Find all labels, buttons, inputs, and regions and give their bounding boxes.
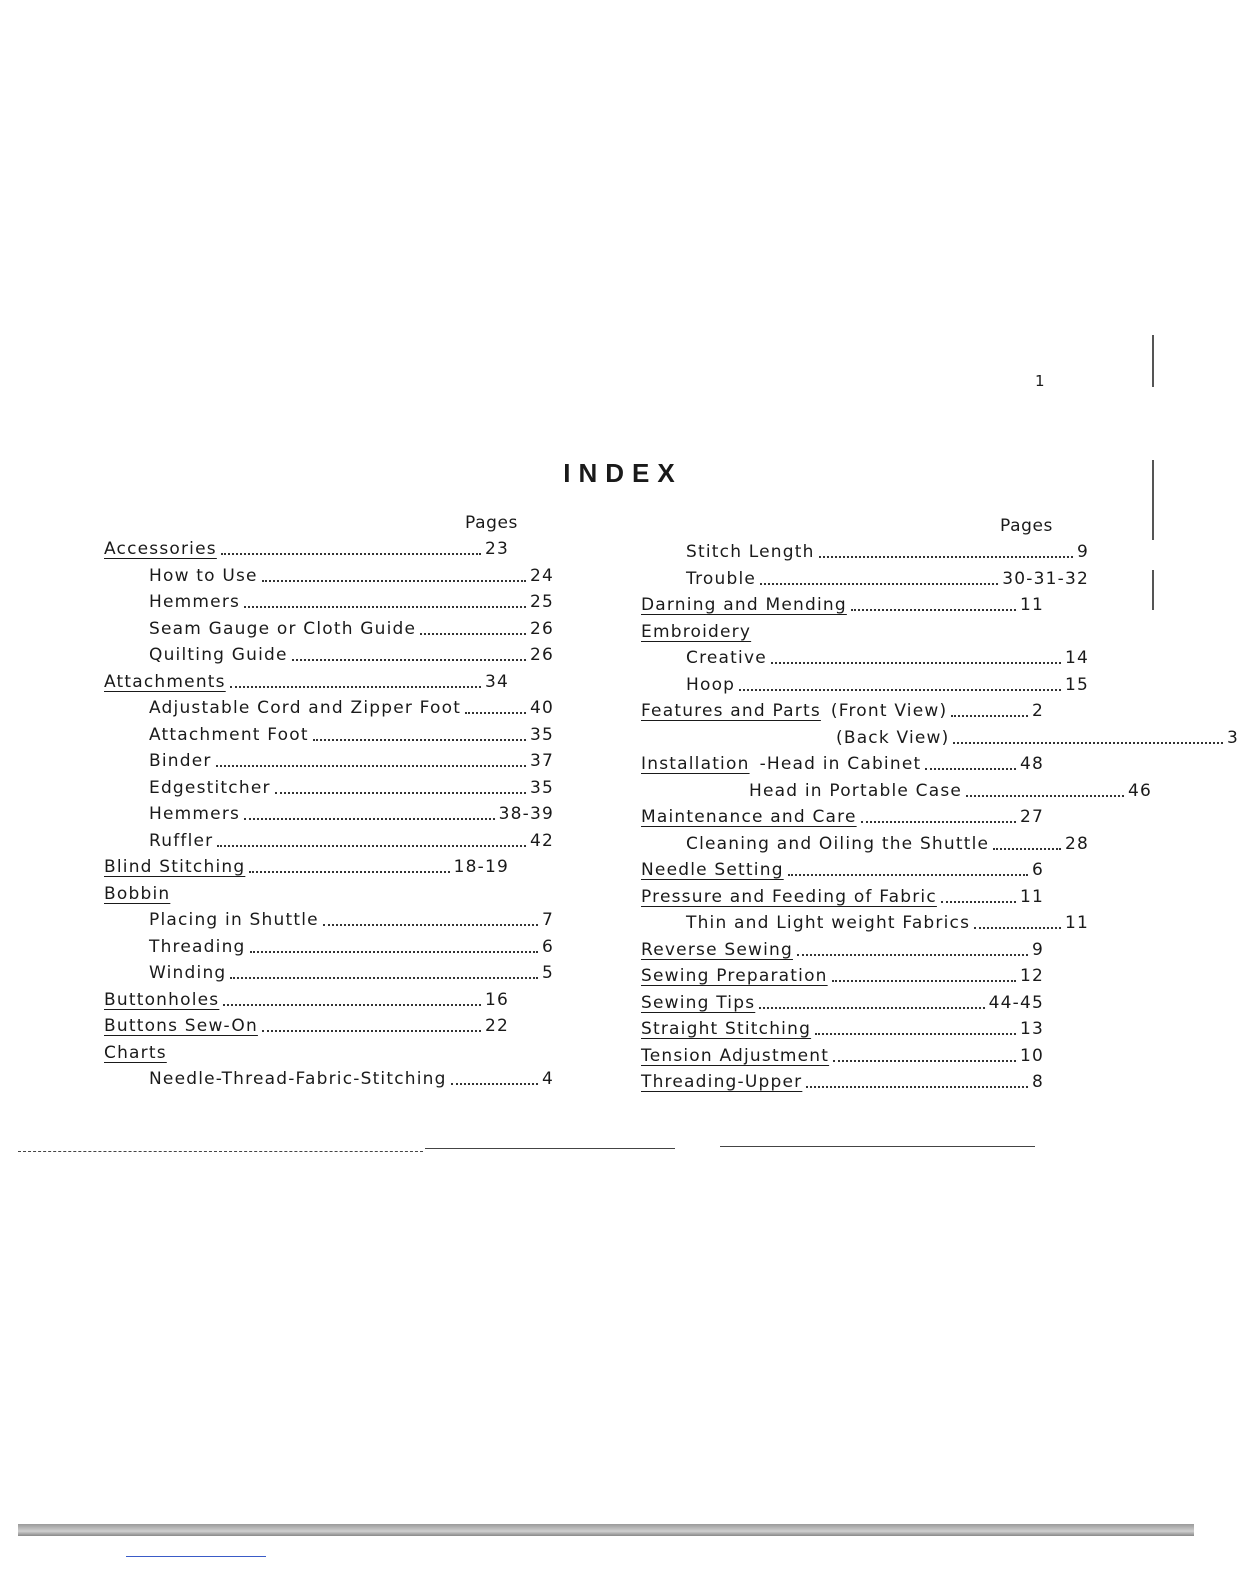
index-entry (641, 619, 1044, 646)
entry-label: Edgestitcher (149, 777, 271, 798)
entry-page-number: 48 (1019, 754, 1044, 774)
entry-page-number: 28 (1064, 833, 1089, 854)
entry-label: Needle-Thread-Fabric-Stitching (149, 1069, 447, 1089)
index-entry (641, 910, 1089, 937)
index-entry (104, 934, 554, 961)
index-entry (104, 695, 554, 722)
dot-leader (739, 685, 1061, 691)
index-entry (641, 751, 1044, 778)
entry-page-number: 14 (1064, 648, 1089, 668)
dot-leader (832, 976, 1016, 982)
entry-label: Accessories (104, 539, 217, 559)
dot-leader (221, 549, 481, 555)
entry-page-number: 8 (1031, 1072, 1044, 1092)
dot-leader (925, 764, 1016, 770)
entry-label: Bobbin (104, 883, 171, 904)
index-entry (641, 804, 1044, 831)
entry-page-number: 2 (1031, 701, 1044, 721)
dot-leader (771, 658, 1061, 664)
index-entry (641, 592, 1044, 619)
entry-page-number: 27 (1019, 807, 1044, 827)
index-entry (641, 831, 1089, 858)
entry-label: (Back View) (836, 727, 950, 748)
dot-leader (249, 867, 449, 873)
index-entry (104, 801, 554, 828)
entry-label: Embroidery (641, 621, 752, 642)
pages-header: Pages (999, 516, 1053, 536)
entry-label: Winding (149, 963, 227, 983)
index-entry (104, 854, 509, 881)
dot-leader (465, 708, 526, 714)
index-entry (641, 566, 1089, 593)
entry-label: Reverse Sewing (641, 939, 793, 960)
scan-bottom-bar (18, 1524, 1194, 1536)
entry-label: How to Use (149, 565, 258, 586)
entry-label: Installation (641, 754, 750, 774)
entry-page-number: 9 (1031, 939, 1044, 960)
dot-leader (966, 791, 1124, 797)
index-entry (641, 778, 1152, 805)
entry-page-number: 15 (1064, 674, 1089, 695)
entry-page-number: 23 (484, 539, 509, 559)
index-entries (641, 539, 1239, 1096)
index-entry (641, 857, 1044, 884)
dot-leader (806, 1082, 1028, 1088)
index-entry (641, 1069, 1044, 1096)
index-entry (641, 963, 1044, 990)
entry-label: Hemmers (149, 804, 241, 824)
scan-divider-line (425, 1148, 675, 1149)
index-entry (641, 672, 1089, 699)
dot-leader (230, 973, 538, 979)
index-entry (104, 775, 554, 802)
dot-leader (250, 947, 538, 953)
dot-leader (951, 711, 1028, 717)
index-entry (641, 1016, 1044, 1043)
dot-leader (833, 1056, 1016, 1062)
index-entry (104, 828, 554, 855)
dot-leader (788, 870, 1028, 876)
entry-label: Maintenance and Care (641, 807, 857, 827)
entry-page-number: 13 (1019, 1019, 1044, 1039)
entry-page-number: 12 (1019, 966, 1044, 986)
entry-page-number: 5 (541, 963, 554, 983)
entry-label: Features and Parts (641, 701, 821, 721)
index-right-column (641, 513, 1239, 1096)
entry-label: Seam Gauge or Cloth Guide (149, 618, 417, 639)
page-title: INDEX (563, 458, 683, 488)
entry-page-number: 35 (529, 724, 554, 745)
entry-label: Straight Stitching (641, 1019, 812, 1039)
index-entry (104, 616, 554, 643)
dot-leader (851, 605, 1016, 611)
index-entry (104, 987, 509, 1014)
entry-label: Cleaning and Oiling the Shuttle (686, 833, 990, 854)
entry-page-number: 40 (529, 698, 554, 718)
entry-page-number: 46 (1127, 780, 1152, 801)
entry-label-extra: -Head in Cabinet (759, 754, 922, 774)
dot-leader (861, 817, 1016, 823)
dot-leader (216, 761, 526, 767)
index-entry (641, 884, 1044, 911)
entry-label: Darning and Mending (641, 595, 847, 615)
dot-leader (230, 682, 481, 688)
dot-leader (993, 844, 1061, 850)
index-entry (104, 1013, 509, 1040)
entry-label: Threading (149, 936, 246, 957)
entry-label: Quilting Guide (149, 645, 288, 665)
entry-label: Hoop (686, 674, 736, 695)
dot-leader (223, 1000, 481, 1006)
entry-label: Sewing Preparation (641, 966, 828, 986)
index-entry (104, 669, 509, 696)
entry-label: Buttons Sew-On (104, 1016, 258, 1036)
index-entry (104, 642, 554, 669)
index-entries (104, 536, 554, 1093)
entry-label: Adjustable Cord and Zipper Foot (149, 698, 462, 718)
entry-page-number: 26 (529, 618, 554, 639)
entry-page-number: 18-19 (453, 857, 509, 877)
scan-edge-mark (1152, 460, 1154, 540)
entry-label: Blind Stitching (104, 857, 246, 877)
entry-page-number: 6 (541, 936, 554, 957)
entry-page-number: 25 (529, 592, 554, 612)
entry-page-number: 42 (529, 830, 554, 851)
entry-label: Buttonholes (104, 989, 220, 1010)
index-entry (641, 937, 1044, 964)
entry-label: Sewing Tips (641, 992, 756, 1013)
scan-divider-line (720, 1146, 1035, 1147)
dot-leader (323, 920, 538, 926)
entry-label: Hemmers (149, 592, 241, 612)
index-entry (641, 1043, 1044, 1070)
entry-page-number: 3 (1226, 727, 1239, 748)
entry-page-number: 10 (1019, 1045, 1044, 1066)
index-entry (104, 960, 554, 987)
entry-page-number: 7 (541, 910, 554, 930)
dot-leader (217, 841, 526, 847)
entry-page-number: 11 (1019, 595, 1044, 615)
index-entry (104, 907, 554, 934)
index-entry (104, 722, 554, 749)
page-number: 1 (1035, 372, 1045, 390)
scan-link-line (126, 1556, 266, 1557)
entry-label: Placing in Shuttle (149, 910, 319, 930)
entry-page-number: 11 (1019, 886, 1044, 907)
entry-label: Pressure and Feeding of Fabric (641, 886, 937, 907)
dot-leader (759, 1003, 984, 1009)
index-entry (641, 990, 1044, 1017)
entry-label: Threading-Upper (641, 1072, 803, 1092)
index-entry (641, 539, 1089, 566)
entry-page-number: 4 (541, 1069, 554, 1089)
scan-edge-mark (1152, 335, 1154, 387)
entry-page-number: 22 (484, 1016, 509, 1036)
entry-page-number: 34 (484, 671, 509, 692)
dot-leader (262, 1026, 481, 1032)
entry-label: Needle Setting (641, 860, 784, 880)
index-entry (104, 589, 554, 616)
entry-label: Attachment Foot (149, 724, 309, 745)
scan-divider-line (18, 1151, 423, 1152)
dot-leader (420, 629, 526, 635)
index-left-column (104, 510, 554, 1093)
dot-leader (262, 576, 526, 582)
index-entry (641, 645, 1089, 672)
entry-label: Charts (104, 1042, 167, 1063)
entry-label: Ruffler (149, 830, 214, 851)
index-entry (641, 698, 1044, 725)
dot-leader (953, 738, 1222, 744)
dot-leader (244, 602, 526, 608)
entry-page-number: 35 (529, 777, 554, 798)
dot-leader (292, 655, 526, 661)
entry-page-number: 11 (1064, 913, 1089, 933)
dot-leader (941, 897, 1016, 903)
entry-label: Head in Portable Case (749, 780, 963, 801)
index-entry (104, 1066, 554, 1093)
entry-label: Thin and Light weight Fabrics (686, 913, 971, 933)
entry-label: Creative (686, 648, 767, 668)
entry-page-number: 9 (1076, 542, 1089, 562)
entry-label-extra: (Front View) (830, 701, 948, 721)
entry-page-number: 24 (529, 565, 554, 586)
entry-page-number: 38-39 (498, 804, 554, 824)
index-entry (104, 563, 554, 590)
entry-page-number: 37 (529, 751, 554, 771)
entry-page-number: 30-31-32 (1002, 568, 1089, 589)
dot-leader (313, 735, 526, 741)
entry-page-number: 16 (484, 989, 509, 1010)
pages-header: Pages (464, 513, 518, 533)
dot-leader (797, 950, 1028, 956)
dot-leader (451, 1079, 538, 1085)
scan-edge-mark (1152, 570, 1154, 610)
dot-leader (275, 788, 526, 794)
dot-leader (815, 1029, 1016, 1035)
index-entry (104, 1040, 509, 1067)
entry-label: Stitch Length (686, 542, 815, 562)
entry-page-number: 26 (529, 645, 554, 665)
entry-page-number: 6 (1031, 860, 1044, 880)
entry-label: Attachments (104, 671, 226, 692)
index-entry (104, 881, 509, 908)
entry-label: Tension Adjustment (641, 1045, 830, 1066)
index-entry (104, 748, 554, 775)
dot-leader (974, 923, 1061, 929)
dot-leader (244, 814, 495, 820)
index-entry (641, 725, 1239, 752)
entry-page-number: 44-45 (988, 992, 1044, 1013)
dot-leader (760, 579, 998, 585)
index-entry (104, 536, 509, 563)
entry-label: Trouble (686, 568, 757, 589)
dot-leader (819, 552, 1073, 558)
entry-label: Binder (149, 751, 212, 771)
